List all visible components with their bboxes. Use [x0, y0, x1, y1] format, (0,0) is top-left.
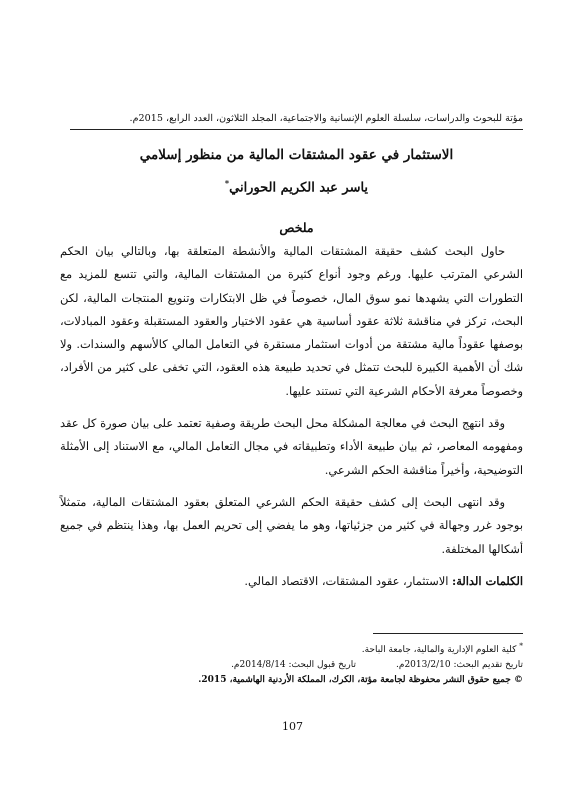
- author-footnote-marker: *: [224, 178, 230, 188]
- author-name: ياسر عبد الكريم الحوراني: [229, 180, 369, 196]
- dates-footnote: [70, 658, 523, 673]
- abstract-paragraph-2: وقد انتهج البحث في معالجة المشكلة محل البحث طريقة وصفية تعتمد على بيان صورة كل عقد ومفهومه المعاصر، ثم بيان طبيعة الأداء وتطبيقاته في مجال التعامل المالي، مع الاستناد إلى الأمثلة التوضيحية، وأخيراً مناقشة الحكم الشرعي.: [60, 416, 523, 477]
- header-divider: [70, 129, 523, 130]
- acceptance-date: تاريخ قبول البحث: 2014/8/14م.: [231, 660, 356, 670]
- article-title: الاستثمار في عقود المشتقات المالية من منظور إسلامي: [139, 147, 454, 163]
- affiliation-text: كلية العلوم الإدارية والمالية، جامعة الباحة.: [361, 645, 520, 655]
- keywords-line: [60, 570, 523, 593]
- abstract-paragraph-3: وقد انتهى البحث إلى كشف حقيقة الحكم الشرعي المتعلق بعقود المشتقات المالية، متمثلاً بوجود غرر وجهالة في كثير من جزئياتها، وهو ما يفضي إلى تحريم العمل بها، وهذا ينتظم في جميع أشكالها المختلفة.: [60, 494, 523, 556]
- author-line: [70, 173, 523, 198]
- affiliation-footnote: [70, 638, 523, 658]
- abstract-heading: ملخص: [279, 220, 314, 235]
- keywords-text: الاستثمار، عقود المشتقات، الاقتصاد المالي.: [244, 573, 452, 588]
- page-number: 107: [282, 720, 303, 733]
- submission-date: تاريخ تقديم البحث: 2013/2/10م.: [396, 660, 523, 670]
- keywords-label: الكلمات الدالة:: [451, 573, 523, 588]
- footnotes: [70, 638, 523, 688]
- abstract-paragraph-1: حاول البحث كشف حقيقة المشتقات المالية والأنشطة المتعلقة بها، وبالتالي بيان الحكم الشرعي المترتب عليها. ورغم وجود أنواع كثيرة من المشتقات المالية، والتي تتسع للمزيد مع التطورات التي يشهدها نمو سوق المال، خصوصاً في ظل الابتكارات وتنويع المنتجات المالية، لكن البحث، تركز في مناقشة ثلاثة عقود أساسية هي عقود الاختيار والعقود المستقبلة وعقود المبادلات، بوصفها عقوداً مالية مشتقة من أدوات استثمار مستقرة في التعامل المالي كالأسهم والسندات. ولا شك أن الأهمية الكبيرة للبحث تتمثل في تحديد طبيعة هذه العقود، التي تخفى على كثير من الأفراد، وخصوصاً معرفة الأحكام الشرعية التي تستند عليها.: [60, 244, 523, 398]
- footnote-divider: [373, 633, 523, 634]
- running-header: مؤتة للبحوث والدراسات، سلسلة العلوم الإنسانية والاجتماعية، المجلد الثلاثون، العدد الرابع، 2015م.: [129, 113, 523, 124]
- copyright-notice: © جميع حقوق النشر محفوظة لجامعة مؤتة، الكرك، المملكة الأردنية الهاشمية، 2015.: [198, 675, 523, 685]
- abstract-body: [60, 240, 523, 602]
- affiliation-marker: *: [519, 641, 523, 650]
